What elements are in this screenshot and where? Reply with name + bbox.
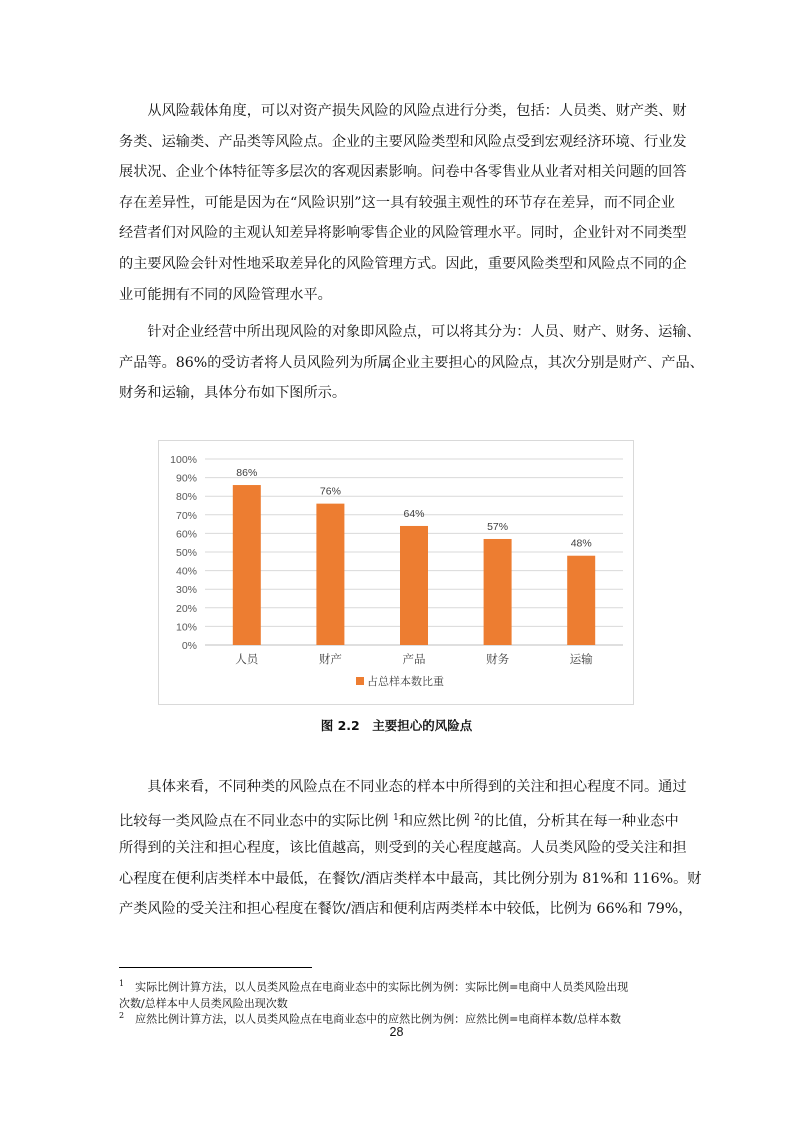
text-line xyxy=(119,803,679,834)
text-line: 业可能拥有不同的风险管理水平。 xyxy=(119,286,332,303)
text-segment: 比较每一类风险点在不同业态中的实际比例 xyxy=(119,813,394,830)
text-line: 针对企业经营中所出现风险的对象即风险点，可以将其分为：人员、财产、财务、运输、 xyxy=(119,324,701,340)
y-tick-label: 20% xyxy=(175,602,197,615)
text-line: 务类、运输类、产品类等风险点。企业的主要风险类型和风险点受到宏观经济环境、行业发 xyxy=(119,133,687,150)
bar xyxy=(316,504,344,645)
x-tick-label: 财务 xyxy=(486,654,510,666)
chart-canvas xyxy=(159,441,633,704)
legend-swatch xyxy=(356,677,364,685)
text-line: 存在差异性，可能是因为在“风险识别”这一具有较强主观性的环节存在差异，而不同企业 xyxy=(119,194,675,211)
figure-caption: 图 2.2 主要担心的风险点 xyxy=(320,718,473,733)
footnote-text: 次数/总样本中人员类风险出现次数 xyxy=(119,996,288,1010)
y-tick-label: 70% xyxy=(175,509,197,522)
data-label: 76% xyxy=(319,485,341,498)
y-tick-label: 90% xyxy=(175,472,197,485)
text-segment: 的比值，分析其在每一种业态中 xyxy=(480,813,679,830)
text-segment: 和应然比例 xyxy=(398,813,475,830)
footnote-ref-1[interactable]: 1 xyxy=(393,812,399,823)
data-label: 57% xyxy=(487,520,509,533)
y-tick-label: 10% xyxy=(175,621,197,634)
x-tick-label: 财产 xyxy=(318,654,342,666)
page-number: 28 xyxy=(389,1025,404,1039)
bar xyxy=(400,526,428,645)
bar xyxy=(233,485,261,645)
data-label: 48% xyxy=(570,537,592,550)
y-tick-label: 0% xyxy=(181,640,197,652)
footnote-ref-2[interactable]: 2 xyxy=(474,812,480,823)
legend-label: 占总样本数比重 xyxy=(367,676,444,688)
paragraph-1 xyxy=(119,96,687,310)
footnote-1 xyxy=(119,976,675,1012)
text-line: 从风险载体角度，可以对资产损失风险的风险点进行分类，包括：人员类、财产类、财 xyxy=(119,103,687,119)
y-tick-label: 40% xyxy=(175,565,197,578)
text-line: 展状况、企业个体特征等多层次的客观因素影响。问卷中各零售业从业者对相关问题的回答 xyxy=(119,164,687,181)
footnote-text: 实际比例计算方法，以人员类风险点在电商业态中的实际比例为例：实际比例=电商中人员类风险出现 xyxy=(124,980,629,994)
y-tick-label: 80% xyxy=(175,491,197,504)
text-line: 产品等。86%的受访者将人员风险列为所属企业主要担心的风险点，其次分别是财产、产品、 xyxy=(119,354,704,371)
text-line: 经营者们对风险的主观认知差异将影响零售企业的风险管理水平。同时，企业针对不同类型 xyxy=(119,225,687,242)
bar-chart xyxy=(158,440,634,705)
bar xyxy=(567,556,595,645)
paragraph-2 xyxy=(119,317,704,409)
footnote-mark: 1 xyxy=(119,979,125,988)
footnote-mark: 2 xyxy=(119,1011,125,1020)
x-tick-label: 产品 xyxy=(402,654,426,666)
text-line: 的主要风险会针对性地采取差异化的风险管理方式。因此，重要风险类型和风险点不同的企 xyxy=(119,255,687,272)
text-line: 产类风险的受关注和担心程度在餐饮/酒店和便利店两类样本中较低，比例为 66%和 79%， xyxy=(119,901,693,918)
text-line: 财务和运输，具体分布如下图所示。 xyxy=(119,385,347,402)
footnote-separator xyxy=(119,967,312,968)
x-tick-label: 人员 xyxy=(235,654,259,666)
x-tick-label: 运输 xyxy=(569,654,593,666)
footnote-text: 应然比例计算方法，以人员类风险点在电商业态中的应然比例为例：应然比例=电商样本数/总样本数 xyxy=(124,1012,622,1026)
text-line: 所得到的关注和担心程度，该比值越高，则受到的关心程度越高。人员类风险的受关注和担 xyxy=(119,840,687,857)
data-label: 86% xyxy=(236,467,258,480)
y-tick-label: 100% xyxy=(170,454,197,466)
y-tick-label: 50% xyxy=(175,547,197,559)
data-label: 64% xyxy=(403,507,425,520)
text-line: 心程度在便利店类样本中最低，在餐饮/酒店类样本中最高，其比例分别为 81%和 116%。财 xyxy=(119,870,702,887)
paragraph-3 xyxy=(119,772,702,925)
bar xyxy=(484,539,512,645)
y-tick-label: 60% xyxy=(175,528,197,541)
text-line: 具体来看，不同种类的风险点在不同业态的样本中所得到的关注和担心程度不同。通过 xyxy=(119,779,687,795)
y-tick-label: 30% xyxy=(175,584,197,597)
